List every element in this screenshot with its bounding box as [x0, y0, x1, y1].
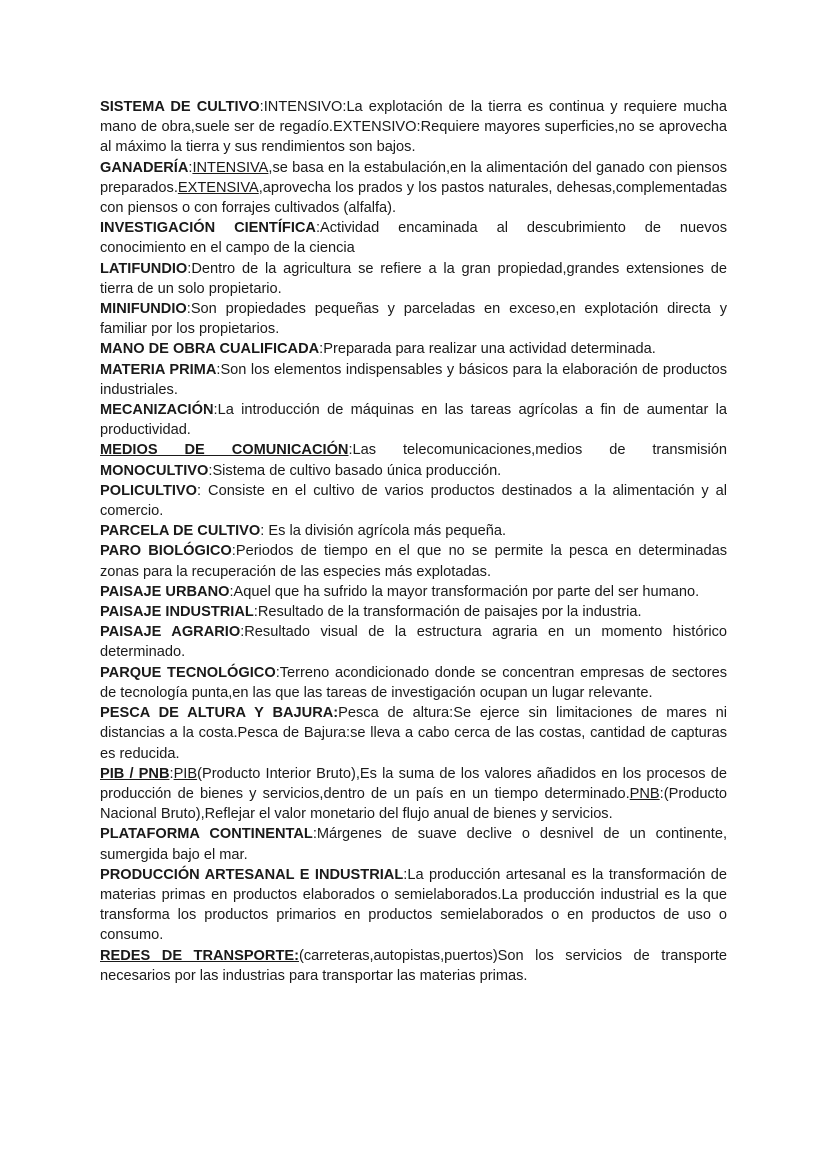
entry-term: LATIFUNDIO: [100, 260, 188, 277]
entry-definition: Márgenes de suave declive o desnivel de un continente, sumergida bajo el mar.: [100, 826, 728, 863]
entry-separator: :: [229, 583, 234, 600]
entry-separator: :: [186, 301, 191, 318]
entry-underlined-term: PIB: [173, 765, 198, 782]
entry-term: GANADERÍA: [100, 159, 189, 176]
glossary-entry: [100, 97, 727, 158]
entry-separator: :: [213, 402, 218, 419]
entry-definition: Las telecomunicaciones,medios de transmisión: [352, 442, 727, 459]
glossary-entry: [100, 339, 727, 359]
entry-definition: Son propiedades pequeñas y parceladas en exceso,en explotación directa y familiar por los propietarios.: [100, 301, 727, 338]
entry-separator: :: [169, 765, 174, 782]
glossary-entry: [100, 541, 727, 581]
entry-definition: Preparada para realizar una actividad determinada.: [323, 341, 656, 358]
entry-term: INVESTIGACIÓN CIENTÍFICA: [100, 220, 316, 237]
glossary-entry: [100, 582, 727, 602]
entry-separator: :: [197, 482, 202, 499]
glossary-entry: [100, 158, 727, 219]
glossary-entry: [100, 259, 727, 299]
glossary-entry: [100, 602, 727, 622]
entry-definition: Resultado visual de la estructura agraria en un momento histórico determinado.: [100, 624, 727, 661]
entry-definition: La producción artesanal es la transformación de materias primas en productos elaborados o semielaborados.La producción industrial es la que transforma los productos primarios en productos semielaborados o en productos de uso o consumo.: [100, 866, 727, 944]
entry-definition: ,aprovecha los prados y los pastos naturales, dehesas,complementadas con piensos o con forrajes cultivados (alfalfa).: [100, 179, 727, 217]
entry-separator: :: [348, 442, 353, 459]
entry-definition: Es la división agrícola más pequeña.: [264, 523, 507, 540]
entry-term: MECANIZACIÓN: [100, 402, 214, 419]
glossary-entry: [100, 865, 727, 946]
glossary-entry: [100, 663, 727, 703]
entry-term: POLICULTIVO: [100, 482, 198, 499]
glossary-entry: [100, 440, 727, 460]
entry-underlined-term: EXTENSIVA: [177, 179, 259, 196]
entry-definition: Son los elementos indispensables y básicos para la elaboración de productos industriales.: [100, 361, 727, 398]
entry-definition: (Producto Interior Bruto),Es la suma de los valores añadidos en los procesos de producción de bienes y servicios,dentro de un país en un tiempo determinado.: [100, 765, 727, 802]
entry-separator: :: [260, 523, 265, 540]
entry-definition: (carreteras,autopistas,puertos)Son los servicios de transporte necesarios por las industrias para transportar las materias primas.: [100, 947, 727, 984]
entry-definition: INTENSIVO:La explotación de la tierra es continua y requiere mucha mano de obra,suele ser de regadío.EXTENSIVO:Requiere mayores superficies,no se aprovecha al máximo la tierra y sus rendimientos son bajos.: [100, 99, 728, 156]
entry-term: PARO BIOLÓGICO: [100, 543, 232, 560]
entry-definition: Consiste en el cultivo de varios productos destinados a la alimentación y al comercio.: [100, 482, 727, 520]
glossary-entry: [100, 521, 727, 541]
entry-definition: Dentro de la agricultura se refiere a la gran propiedad,grandes extensiones de tierra de un solo propietario.: [100, 260, 727, 297]
glossary-entry: [100, 824, 727, 864]
entry-separator: :: [231, 543, 236, 560]
entry-definition: :(Producto Nacional Bruto),Reflejar el valor monetario del flujo anual de bienes y servicios.: [100, 785, 727, 823]
entry-term: PAISAJE INDUSTRIAL: [100, 604, 254, 621]
entry-separator: :: [319, 341, 324, 358]
entry-term: SISTEMA DE CULTIVO: [100, 99, 260, 115]
glossary-entry: [100, 400, 727, 440]
entry-term: MATERIA PRIMA: [100, 361, 217, 378]
entry-definition: ,se basa en la estabulación,en la alimentación del ganado con piensos preparados.: [100, 159, 727, 196]
entry-term: PAISAJE AGRARIO: [100, 624, 241, 641]
entry-separator: :: [216, 361, 221, 378]
entry-definition: Actividad encaminada al descubrimiento de nuevos conocimiento en el campo de la ciencia: [100, 220, 727, 257]
entry-term: PARQUE TECNOLÓGICO: [100, 664, 276, 681]
entry-underlined-term: INTENSIVA: [192, 159, 269, 176]
entry-definition: Periodos de tiempo en el que no se permite la pesca en determinadas zonas para la recuperación de las especies más explotadas.: [100, 543, 727, 580]
entry-definition: La introducción de máquinas en las tareas agrícolas a fin de aumentar la productividad.: [100, 402, 727, 439]
entry-separator: :: [315, 220, 321, 237]
glossary-entry: [100, 703, 727, 764]
entry-term: MINIFUNDIO: [100, 301, 187, 318]
entry-separator: :: [188, 159, 193, 176]
entry-term: MANO DE OBRA CUALIFICADA: [100, 341, 320, 358]
glossary-entry: [100, 360, 727, 400]
glossary-entry: [100, 218, 727, 258]
entry-separator: :: [403, 866, 408, 883]
glossary-entry: [100, 461, 727, 481]
glossary-entry: [100, 481, 727, 521]
entry-separator: :: [312, 826, 317, 843]
entry-separator: :: [253, 604, 258, 621]
entry-term: PARCELA DE CULTIVO: [100, 523, 261, 540]
entry-term: PIB / PNB: [100, 765, 170, 782]
entry-term: PESCA DE ALTURA Y BAJURA:: [100, 705, 339, 722]
entry-term: PRODUCCIÓN ARTESANAL E INDUSTRIAL: [100, 866, 404, 883]
entry-term: MONOCULTIVO: [100, 462, 209, 479]
entry-separator: :: [208, 462, 213, 479]
entry-term: REDES DE TRANSPORTE:: [100, 947, 299, 964]
entry-definition: Aquel que ha sufrido la mayor transformación por parte del ser humano.: [233, 583, 700, 600]
entry-separator: :: [259, 99, 264, 115]
glossary-document: [100, 97, 727, 986]
glossary-entry: [100, 946, 727, 986]
glossary-entry: [100, 764, 727, 825]
entry-definition: Sistema de cultivo basado única producción.: [212, 462, 502, 479]
entry-separator: :: [275, 664, 280, 681]
entry-term: PAISAJE URBANO: [100, 583, 230, 600]
entry-underlined-term: PNB: [629, 785, 660, 802]
entry-definition: Pesca de altura:Se ejerce sin limitaciones de mares ni distancias a la costa.Pesca de Bajura:se lleva a cabo cerca de las costas, cantidad de capturas es reducida.: [100, 705, 727, 762]
entry-separator: :: [187, 260, 192, 277]
entry-separator: :: [240, 624, 245, 641]
entry-term: PLATAFORMA CONTINENTAL: [100, 826, 313, 843]
entry-definition: Resultado de la transformación de paisajes por la industria.: [257, 604, 642, 621]
entry-term: MEDIOS DE COMUNICACIÓN: [100, 442, 349, 459]
glossary-entry: [100, 299, 727, 339]
entry-definition: Terreno acondicionado donde se concentran empresas de sectores de tecnología punta,en las que las tareas de investigación ocupan un lugar relevante.: [100, 664, 727, 701]
glossary-entry: [100, 622, 727, 662]
